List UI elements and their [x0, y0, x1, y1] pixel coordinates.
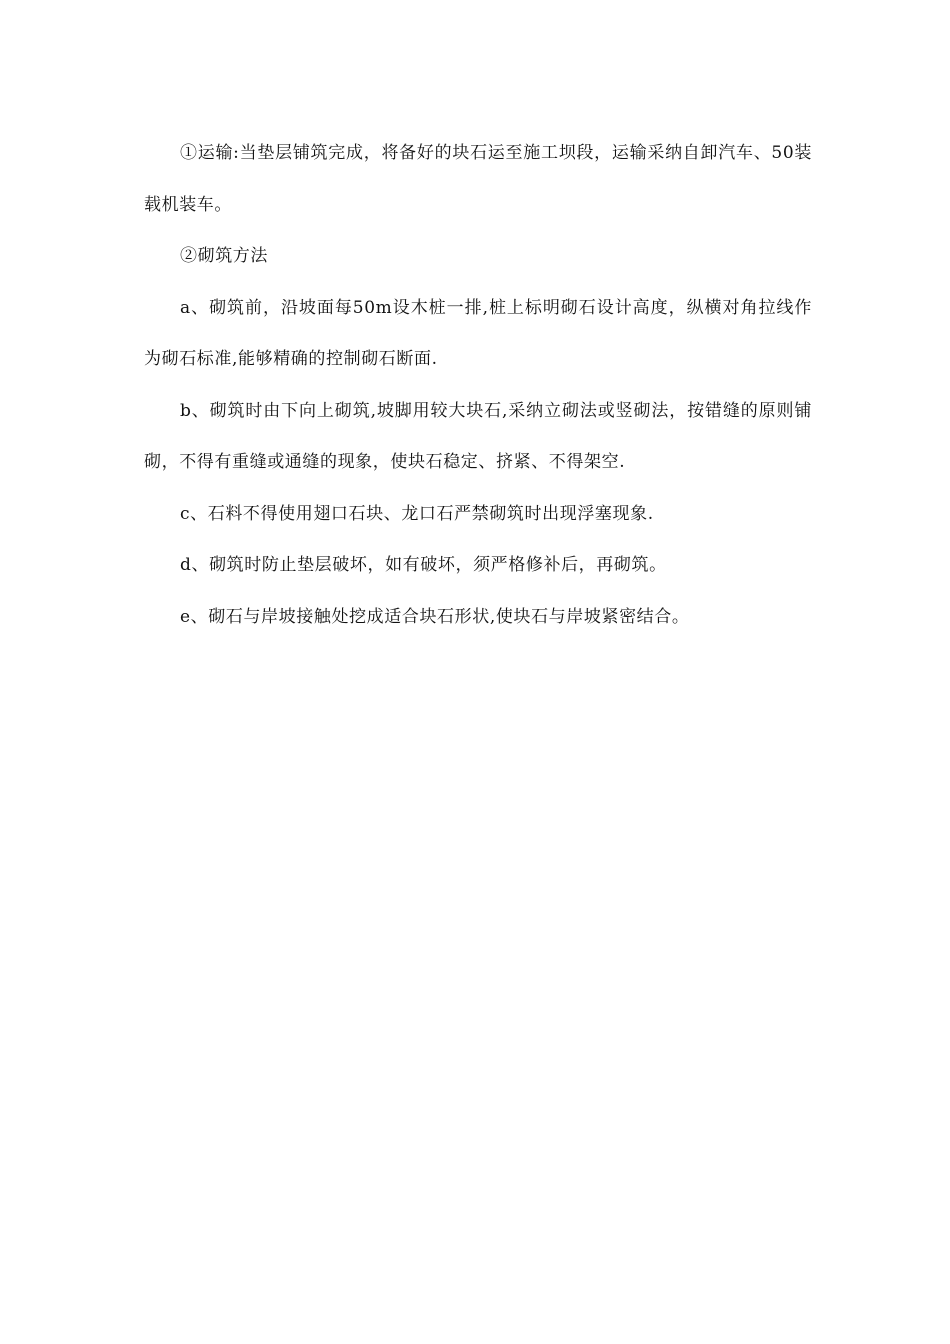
paragraph-item-b: b、砌筑时由下向上砌筑,坡脚用较大块石,采纳立砌法或竖砌法，按错缝的原则铺砌，不得有重缝或通缝的现象，使块石稳定、挤紧、不得架空.: [144, 400, 812, 472]
paragraph-transport: ①运输:当垫层铺筑完成，将备好的块石运至施工坝段，运输采纳自卸汽车、50装载机装车。: [144, 143, 812, 215]
paragraph-item-e: e、砌石与岸坡接触处挖成适合块石形状,使块石与岸坡紧密结合。: [180, 606, 690, 627]
paragraph-item-a: a、砌筑前，沿坡面每50m设木桩一排,桩上标明砌石设计高度，纵横对角拉线作为砌石标准,能够精确的控制砌石断面.: [144, 297, 812, 369]
paragraph-item-c: c、石料不得使用翅口石块、龙口石严禁砌筑时出现浮塞现象.: [180, 503, 654, 524]
document-body: [144, 128, 812, 643]
paragraph-masonry-method-heading: ②砌筑方法: [180, 246, 268, 266]
paragraph-item-d: d、砌筑时防止垫层破坏，如有破坏，须严格修补后，再砌筑。: [180, 555, 667, 575]
